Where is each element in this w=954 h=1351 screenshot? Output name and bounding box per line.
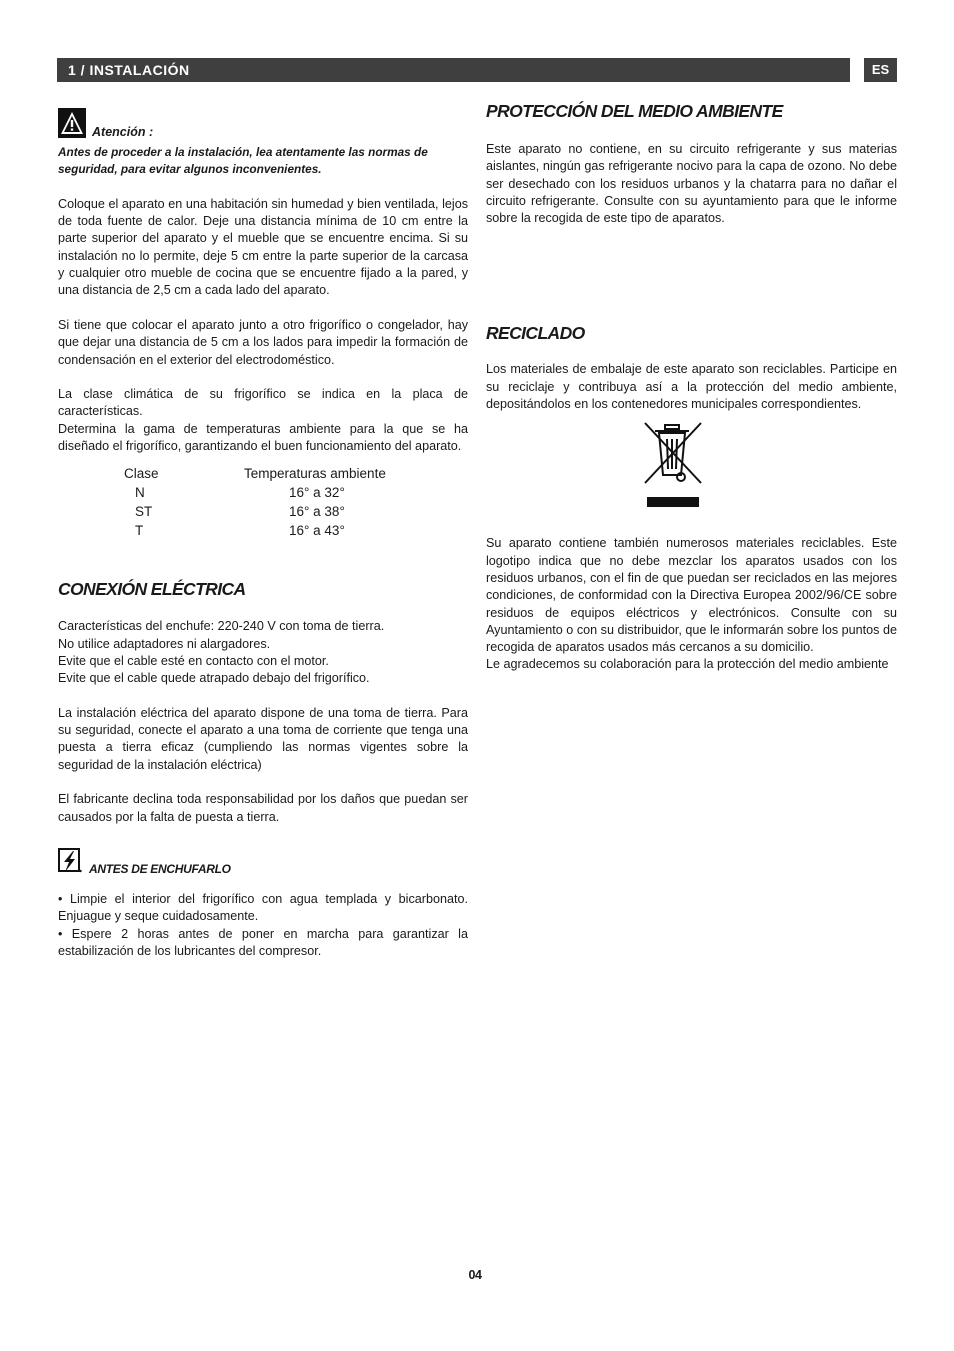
electrical-line: Evite que el cable quede atrapado debajo del frigorífico. <box>58 671 370 686</box>
electrical-line: No utilice adaptadores ni alargadores. <box>58 636 271 651</box>
table-cell-class: N <box>135 485 145 501</box>
recycling-paragraph: Los materiales de embalaje de este aparato son reciclables. Participe en su reciclaje y contribuya así a la protección del medio ambiente, depositándolos en los contenedores municipales correspondientes. <box>486 362 897 412</box>
table-row <box>124 521 468 540</box>
table-cell-temperature: 16° a 32° <box>289 485 345 501</box>
left-column <box>58 108 468 960</box>
table-cell-class: ST <box>135 504 153 520</box>
right-column <box>486 100 897 674</box>
before-plugging-label: ANTES DE ENCHUFARLO <box>89 861 231 876</box>
climate-range-paragraph: Determina la gama de temperaturas ambiente para la que se ha diseñado el frigorífico, garantizando el buen funcionamiento del aparato. <box>58 421 468 454</box>
table-row <box>124 502 468 521</box>
electrical-line: Evite que el cable esté en contacto con el motor. <box>58 653 329 668</box>
weee-logo <box>641 419 705 509</box>
attention-label: Atención : <box>92 125 154 139</box>
liability-paragraph: El fabricante declina toda responsabilidad por los daños que puedan ser causados por la falta de puesta a tierra. <box>58 792 468 824</box>
table-header-row <box>124 464 468 483</box>
crossed-bin-icon <box>641 419 705 489</box>
environment-heading: PROTECCIÓN DEL MEDIO AMBIENTE <box>486 101 783 121</box>
before-plugging-item: • Espere 2 horas antes de poner en marcha para garantizar la estabilización de los lubricantes del compresor. <box>58 926 468 958</box>
table-row <box>124 483 468 502</box>
attention-text: Antes de proceder a la instalación, lea atentamente las normas de seguridad, para evitar algunos inconvenientes. <box>58 145 428 177</box>
table-header-temperature: Temperaturas ambiente <box>244 466 386 482</box>
climate-class-table <box>124 464 468 540</box>
table-cell-temperature: 16° a 43° <box>289 523 345 539</box>
attention-block <box>58 108 468 144</box>
recyclable-materials-paragraph: Su aparato contiene también numerosos materiales reciclables. Este logotipo indica que no debe mezclar los aparatos usados con los residuos urbanos, con el fin de que puedan ser reciclados en las mejores condiciones, de conformidad con la Directiva Europea 2002/96/CE sobre residuos de equipos eléctricos y electrónicos. Consulte con su Ayuntamiento o con su distribuidor, que le informarán sobre los puntos de recogida de aparatos usados más cercanos a su domicilio. <box>486 536 897 655</box>
before-plugging-block <box>58 848 468 882</box>
page-number: 04 <box>468 1268 482 1282</box>
adjacent-appliance-paragraph: Si tiene que colocar el aparato junto a otro frigorífico o congelador, hay que dejar una distancia de 5 cm a los lados para impedir la formación de condensación en el exterior del electrodoméstico. <box>58 317 468 367</box>
thanks-paragraph: Le agradecemos su colaboración para la protección del medio ambiente <box>486 657 889 672</box>
weee-bar <box>647 497 699 507</box>
table-header-class: Clase <box>124 466 159 482</box>
placement-paragraph: Coloque el aparato en una habitación sin humedad y bien ventilada, lejos de toda fuente de calor. Deje una distancia mínima de 10 cm entre la parte superior del aparato y el mueble que se encuentre encima. Si su instalación no lo permite, deje 5 cm entre la parte superior de la carcasa y cualquier otro mueble de cocina que se encuentre fijado a la pared, y una distancia de 2,5 cm a cada lado del aparato. <box>58 196 468 298</box>
table-cell-class: T <box>135 523 144 539</box>
grounding-paragraph: La instalación eléctrica del aparato dispone de una toma de tierra. Para su seguridad, conecte el aparato a una toma de corriente que tenga una puesta a tierra eficaz (cumpliendo las normas vigentes sobre la seguridad de la instalación eléctrica) <box>58 705 468 772</box>
electrical-heading: CONEXIÓN ELÉCTRICA <box>58 579 246 600</box>
language-badge: ES <box>864 58 897 82</box>
section-title: 1 / INSTALACIÓN <box>68 62 190 78</box>
climate-class-paragraph: La clase climática de su frigorífico se indica en la placa de características. <box>58 387 468 419</box>
warning-icon <box>58 108 86 138</box>
table-cell-temperature: 16° a 38° <box>289 504 345 520</box>
environment-paragraph: Este aparato no contiene, en su circuito refrigerante y sus materias aislantes, ningún gas refrigerante nocivo para la capa de ozono. No debe ser desechado con los residuos urbanos y la chatarra para no dañar el circuito refrigerante. Consulte con su ayuntamiento para que le informe sobre la recogida de este tipo de aparatos. <box>486 142 897 226</box>
before-plugging-item: • Limpie el interior del frigorífico con agua templada y bicarbonato. Enjuague y seque cuidadosamente. <box>58 891 468 924</box>
section-header-bar <box>57 58 850 82</box>
electrical-line: Características del enchufe: 220-240 V con toma de tierra. <box>58 619 385 634</box>
recycling-heading: RECICLADO <box>486 323 585 344</box>
lightning-icon <box>58 848 82 874</box>
